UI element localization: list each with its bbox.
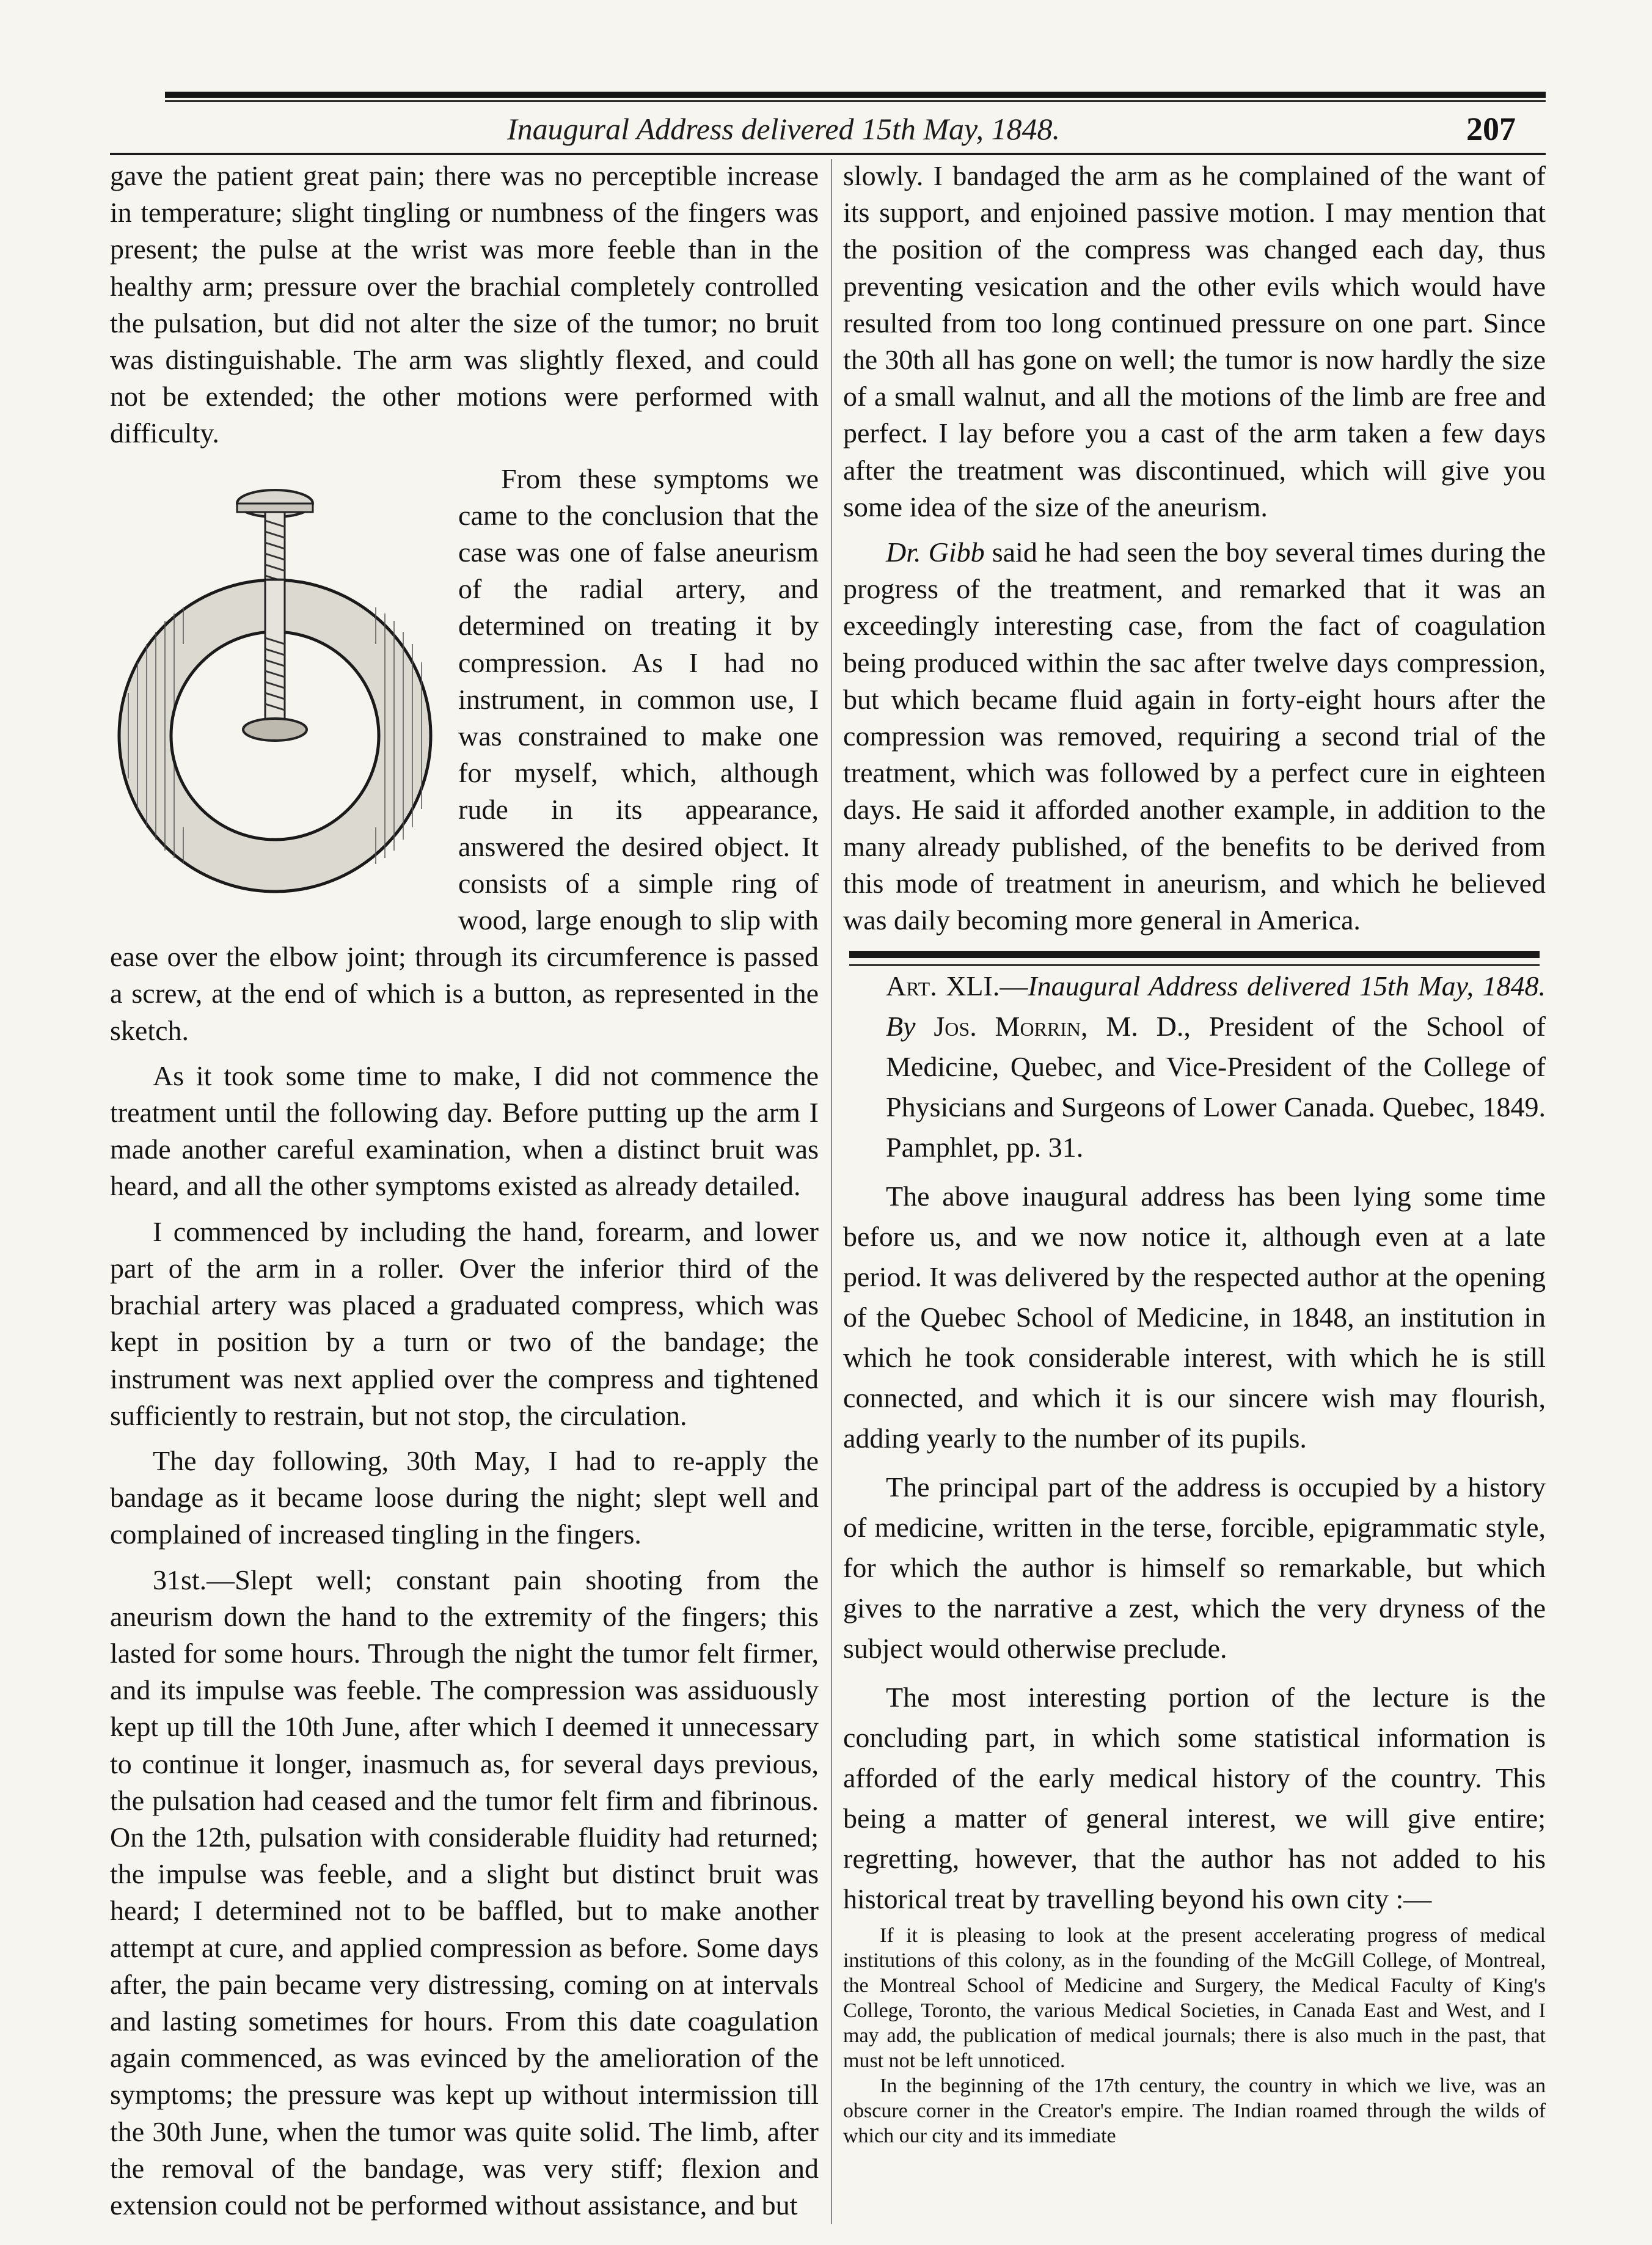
- article-heading: [843, 966, 1546, 1168]
- paragraph: As it took some time to make, I did not commence the treatment until the following day. Before putting up the arm I made another careful examination, when a distinct bruit was heard, and all the other symptoms existed as already detailed.: [110, 1060, 819, 1202]
- paragraph: 31st.—Slept well; constant pain shooting from the aneurism down the hand to the extremity of the fingers; this lasted for some hours. Through the night the tumor felt firmer, and its impulse was feeble. The compression was assiduously kept up till the 10th June, after which I deemed it unnecessary to continue it longer, inasmuch as, for several days previous, the pulsation had ceased and the tumor felt firm and fibrinous. On the 12th, pulsation with considerable fluidity had returned; the impulse was feeble, and a slight but distinct bruit was heard; I determined not to be baffled, but to make another attempt at cure, and applied compression as before. Some days after, the pain became very distressing, coming on at intervals and lasting sometimes for hours. From this date coagulation again commenced, as was evinced by the amelioration of the symptoms; the pressure was kept up without intermission till the 30th June, when the tumor was quite solid. The limb, after the removal of the bandage, was very stiff; flexion and extension could not be performed without assistance, and but: [110, 1564, 819, 2221]
- compression-ring-figure: [110, 461, 440, 937]
- paragraph: The day following, 30th May, I had to re-apply the bandage as it became loose during the night; slept well and complained of increased tingling in the fingers.: [110, 1445, 819, 1550]
- paragraph: From these symptoms we came to the conclusion that the case was one of false aneurism of the radial artery, and determined on treating it by compression. As I had no instrument, in common use, I was constrained to make one for myself, which, although rude in its appearance, answered the desired object. It consists of a simple ring of wood, large enough to slip with ease over the elbow joint; through its circumference is passed a screw, at the end of which is a button, as represented in the sketch.: [110, 463, 819, 1046]
- page-number: 207: [1466, 111, 1516, 147]
- section-rule: [849, 951, 1540, 958]
- article-title: Inaugural Address delivered 15th May, 1848.: [1028, 970, 1546, 1002]
- paragraph: The above inaugural address has been lying some time before us, and we now notice it, although even at a late period. It was delivered by the respected author at the opening of the Quebec School of Medicine, in 1848, an institution in which he took considerable interest, with which he is still connected, and which it is our sincere wish may flourish, adding yearly to the number of its pupils.: [843, 1181, 1546, 1454]
- quote-paragraph: In the beginning of the 17th century, the country in which we live, was an obscure corner in the Creator's empire. The Indian roamed through the wilds of which our city and its immediate: [843, 2075, 1546, 2148]
- paragraph: slowly. I bandaged the arm as he complained of the want of its support, and enjoined passive motion. I may mention that the position of the compress was changed each day, thus preventing vesication and the other evils which would have resulted from too long continued pressure on one part. Since the 30th all has gone on well; the tumor is now hardly the size of a small walnut, and all the motions of the limb are free and perfect. I lay before you a cast of the arm taken a few days after the treatment was discontinued, which will give you some idea of the size of the aneurism.: [843, 160, 1546, 522]
- paragraph-text: said he had seen the boy several times during the progress of the treatment, and remarked that it was an exceedingly interesting case, from the fact of coagulation being produced within the sac after twelve days compression, but which became fluid again in forty-eight hours after the compression was removed, requiring a second trial of the treatment, which was followed by a perfect cure in eighteen days. He said it afforded another example, in addition to the many already published, of the benefits to be derived from this mode of treatment in aneurism, and which he believed was daily becoming more general in America.: [843, 537, 1546, 936]
- column-divider: [831, 159, 832, 2224]
- speaker-name: Dr. Gibb: [886, 537, 985, 568]
- article-label: Art. XLI.—: [886, 970, 1028, 1002]
- paragraph: I commenced by including the hand, forearm, and lower part of the arm in a roller. Over the inferior third of the brachial artery was placed a graduated compress, which was kept in position by a turn or two of the bandage; the instrument was next applied over the compress and tightened sufficiently to restrain, but not stop, the circulation.: [110, 1215, 819, 1431]
- running-head: Inaugural Address delivered 15th May, 1848.: [507, 112, 1060, 146]
- article-author-details: , M. D., President of the School of Medicine, Quebec, and Vice-President of the College of Physicians and Surgeons of Lower Canada. Quebec, 1849. Pamphlet, pp. 31.: [886, 1011, 1546, 1163]
- top-rule-thin: [165, 100, 1546, 102]
- paragraph: The principal part of the address is occupied by a history of medicine, written in the terse, forcible, epigrammatic style, for which the author is himself so remarkable, but which gives to the narrative a zest, which the very dryness of the subject would otherwise preclude.: [843, 1471, 1546, 1665]
- compression-ring-instrument-icon: [110, 461, 440, 937]
- quoted-passage: [843, 1923, 1546, 2148]
- right-column: [843, 158, 1546, 2148]
- paragraph: The most interesting portion of the lecture is the concluding part, in which some statistical information is afforded of the early medical history of the country. This being a matter of general interest, we will give entire; regretting, however, that the author has not added to his historical treat by travelling beyond his own city :—: [843, 1682, 1546, 1915]
- paragraph: [843, 534, 1546, 939]
- header-rule: [110, 153, 1546, 155]
- top-rule: [165, 92, 1546, 98]
- article-author: Jos. Morrin: [934, 1011, 1081, 1042]
- paragraph: gave the patient great pain; there was no perceptible increase in temperature; slight tingling or numbness of the fingers was present; the pulse at the wrist was more feeble than in the healthy arm; pressure over the brachial completely controlled the pulsation, but did not alter the size of the tumor; no bruit was distinguishable. The arm was slightly flexed, and could not be extended; the other motions were performed with difficulty.: [110, 160, 819, 449]
- left-column: [110, 158, 819, 2224]
- quote-paragraph: If it is pleasing to look at the present accelerating progress of medical institutions of this colony, as in the founding of the McGill College, of Montreal, the Montreal School of Medicine and Surgery, the Medical Faculty of King's College, Toronto, the various Medical Societies, in Canada East and West, and I may add, the publication of medical journals; there is also much in the past, that must not be left unnoticed.: [843, 1924, 1546, 2073]
- article-by: By: [886, 1011, 934, 1042]
